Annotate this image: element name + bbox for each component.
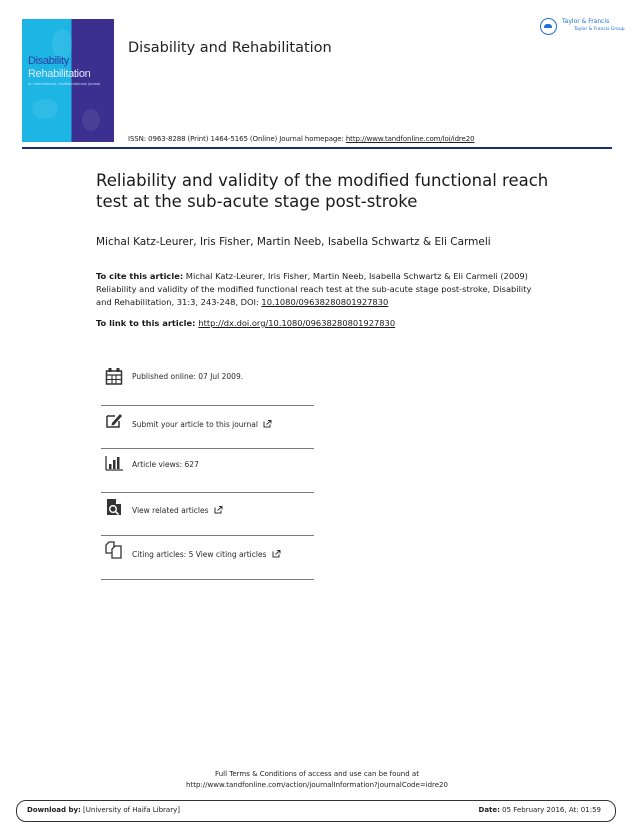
cite-label: To cite this article: xyxy=(96,271,184,281)
taylor-francis-logo-icon xyxy=(540,18,557,35)
article-views-label: Article views: 627 xyxy=(132,460,199,469)
terms-notice xyxy=(0,769,634,791)
citation-block xyxy=(96,270,546,309)
published-online-label: Published online: 07 Jul 2009. xyxy=(132,372,244,381)
submit-article-text: Submit your article to this journal xyxy=(132,419,258,429)
cover-decoration xyxy=(32,99,58,119)
cover-subtitle: An international, multidisciplinary journal xyxy=(28,82,101,86)
document-search-icon xyxy=(105,498,123,516)
cover-title-line2: Rehabilitation xyxy=(28,68,91,80)
issn-line xyxy=(128,135,474,143)
article-authors: Michal Katz-Leurer, Iris Fisher, Martin Neeb, Isabella Schwartz & Eli Carmeli xyxy=(96,236,491,248)
citing-articles-item[interactable] xyxy=(101,536,314,580)
date-label: Date: xyxy=(478,806,500,814)
article-title: Reliability and validity of the modified functional reach test at the sub-acute stage post-stroke xyxy=(96,171,549,211)
bar-chart-icon xyxy=(105,454,123,472)
terms-url[interactable]: http://www.tandfonline.com/action/journalInformation?journalCode=idre20 xyxy=(186,781,448,789)
cover-decoration xyxy=(82,109,100,131)
publisher-name: Taylor & Francis xyxy=(562,18,610,25)
doi-link[interactable]: 10.1080/09638280801927830 xyxy=(261,297,389,307)
link-label: To link to this article: xyxy=(96,318,199,328)
download-by xyxy=(27,806,180,814)
related-articles-item[interactable] xyxy=(101,493,314,537)
download-value: [University of Haifa Library] xyxy=(80,806,180,814)
cover-title-line1: Disability xyxy=(28,55,70,67)
article-views-item xyxy=(101,449,314,493)
related-articles-text: View related articles xyxy=(132,505,209,515)
article-link-line xyxy=(96,318,395,328)
journal-title: Disability and Rehabilitation xyxy=(128,40,332,56)
edit-icon xyxy=(105,411,123,429)
article-doi-url-link[interactable]: http://dx.doi.org/10.1080/09638280801927830 xyxy=(198,318,396,328)
submit-article-label[interactable] xyxy=(132,420,272,429)
header-divider xyxy=(22,147,612,149)
journal-homepage-link[interactable]: http://www.tandfonline.com/loi/idre20 xyxy=(345,135,475,143)
terms-line-1: Full Terms & Conditions of access and use can be found at xyxy=(215,770,419,778)
external-link-icon xyxy=(214,506,223,514)
calendar-icon xyxy=(105,367,123,385)
publisher-logo xyxy=(540,15,632,41)
download-info-bar xyxy=(16,800,616,822)
date-value: 05 February 2016, At: 01:59 xyxy=(499,806,601,814)
submit-article-item[interactable] xyxy=(101,406,314,450)
published-online-item xyxy=(101,362,314,406)
publisher-subname: Taylor & Francis Group xyxy=(574,27,625,32)
journal-cover-image xyxy=(22,19,114,142)
download-label: Download by: xyxy=(27,806,81,814)
copy-documents-icon xyxy=(105,541,123,559)
citing-articles-label[interactable] xyxy=(132,550,281,559)
external-link-icon xyxy=(263,420,272,428)
download-date xyxy=(479,806,601,814)
issn-text: ISSN: 0963-8288 (Print) 1464-5165 (Online) Journal homepage: xyxy=(128,135,346,143)
related-articles-label[interactable] xyxy=(132,506,223,515)
cite-text: Michal Katz-Leurer, Iris Fisher, Martin Neeb, Isabella Schwartz & Eli Carmeli (2009) Reliability and validity of the modified functional reach test at the sub-acute stage post-stroke, Disability and Rehabilitation, 31:3, 243-248, DOI: xyxy=(96,271,532,307)
citing-articles-text: Citing articles: 5 View citing articles xyxy=(132,550,267,559)
article-info-list xyxy=(101,362,314,580)
external-link-icon xyxy=(272,550,281,558)
